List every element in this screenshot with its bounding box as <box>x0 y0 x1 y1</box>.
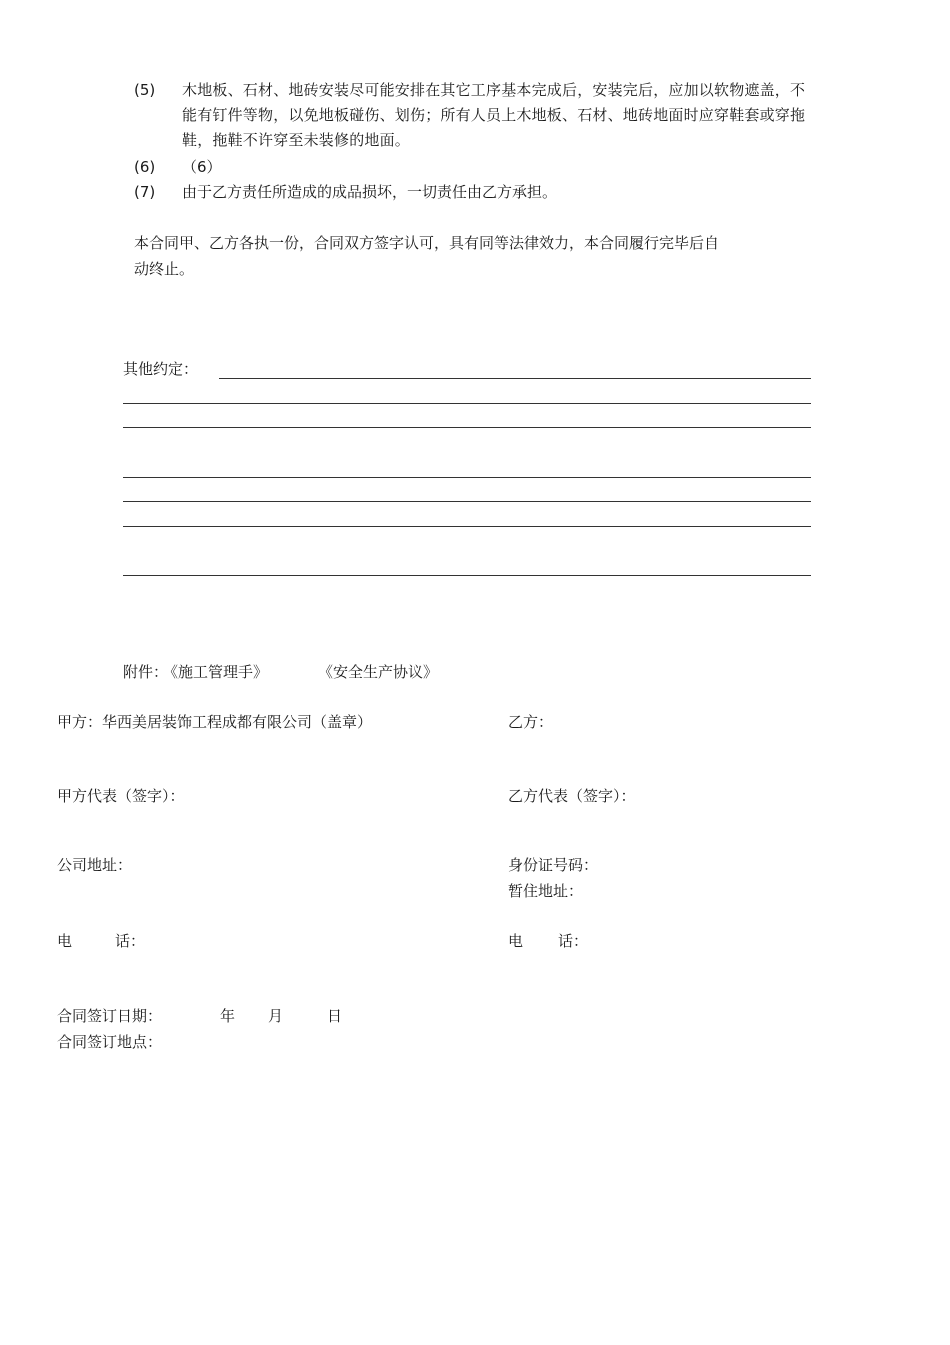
party-a-phone-label-1: 电 <box>57 932 73 950</box>
other-agreements-line-5 <box>123 501 811 502</box>
signing-place-label: 合同签订地点： <box>57 1033 163 1051</box>
other-agreements-line-7 <box>123 575 811 576</box>
party-b-phone-label-1: 电 <box>508 932 524 950</box>
party-b-phone-label-2: 话： <box>558 932 589 950</box>
other-agreements-line-1 <box>219 378 811 379</box>
signing-date-label: 合同签订日期： <box>57 1007 163 1025</box>
signing-month: 月 <box>268 1007 284 1025</box>
party-b-name: 乙方： <box>508 713 554 731</box>
other-agreements-line-3 <box>123 427 811 428</box>
other-agreements-line-4 <box>123 477 811 478</box>
signing-day: 日 <box>327 1007 343 1025</box>
party-b-id-number: 身份证号码： <box>508 856 599 874</box>
party-a-phone-label-2: 话： <box>115 932 146 950</box>
other-agreements-line-2 <box>123 403 811 404</box>
clause-text-7: 由于乙方责任所造成的成品损坏，一切责任由乙方承担。 <box>182 183 558 201</box>
other-agreements-label: 其他约定： <box>123 360 199 378</box>
attachment-construction-manual: 《施工管理手》 <box>163 663 269 681</box>
signing-year: 年 <box>220 1007 236 1025</box>
closing-line-1: 本合同甲、乙方各执一份，合同双方签字认可，具有同等法律效力，本合同履行完毕后自 <box>134 234 720 252</box>
clause-number-6: (6) <box>134 158 156 176</box>
clause-number-7: (7) <box>134 183 156 201</box>
attachments-label: 附件： <box>123 663 169 681</box>
other-agreements-line-6 <box>123 526 811 527</box>
party-a-name: 甲方：华西美居装饰工程成都有限公司（盖章） <box>57 713 373 731</box>
party-b-representative: 乙方代表（签字）： <box>508 787 636 805</box>
clause-text-6: （6） <box>182 158 222 176</box>
clause-text-5: 木地板、石材、地砖安装尽可能安排在其它工序基本完成后，安装完后，应加以软物遮盖，不能有钉件等物，以免地板碰伤、划伤；所有人员上木地板、石材、地砖地面时应穿鞋套或穿拖鞋，拖鞋不许穿至未装修的地面。 <box>182 81 806 149</box>
closing-line-2: 动终止。 <box>134 260 195 278</box>
attachment-safety-agreement: 《安全生产协议》 <box>318 663 439 681</box>
clause-number-5: (5) <box>134 81 156 99</box>
party-a-address: 公司地址： <box>57 856 133 874</box>
party-b-address: 暂住地址： <box>508 882 584 900</box>
party-a-representative: 甲方代表（签字）： <box>57 787 185 805</box>
